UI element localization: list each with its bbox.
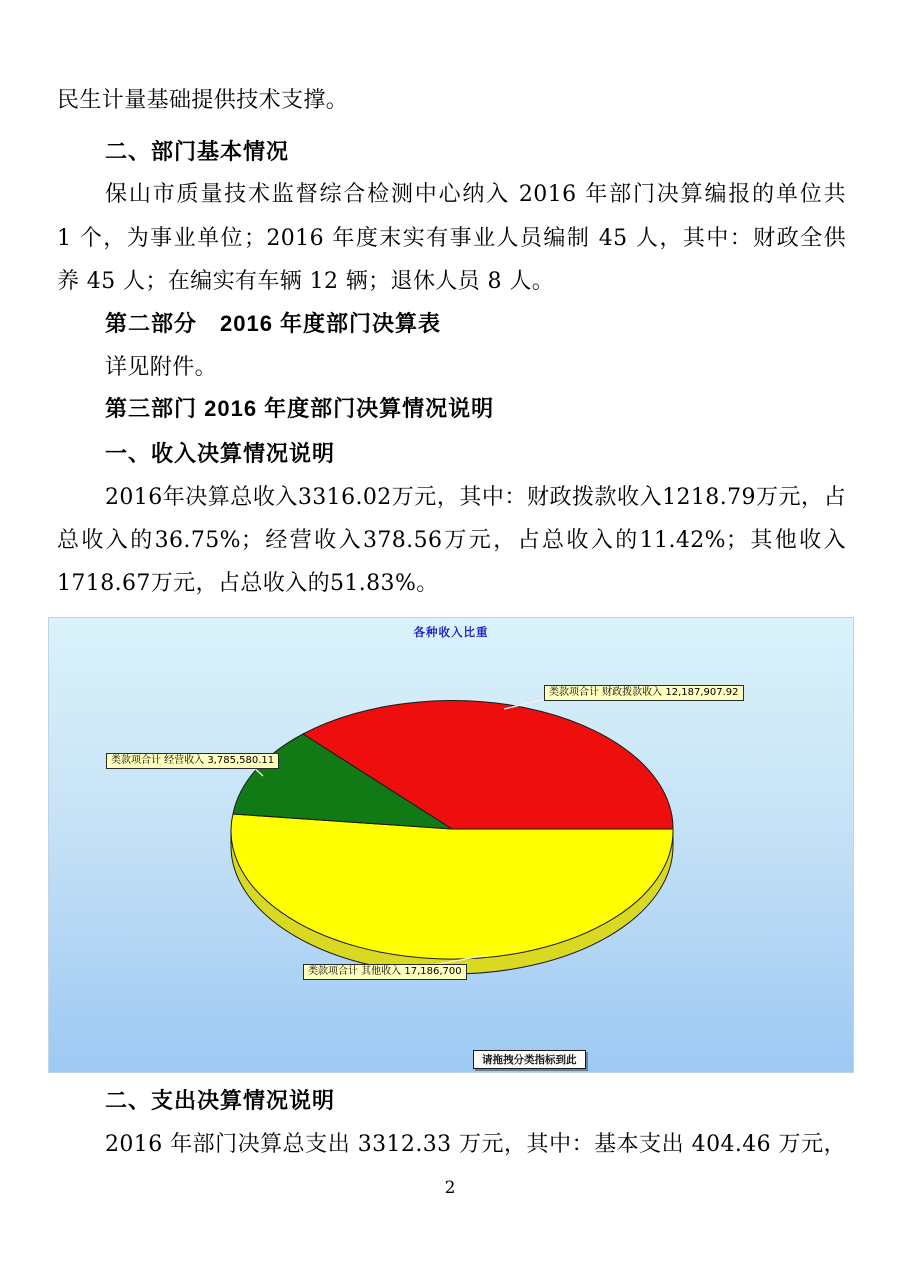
body-line: 民生计量基础提供技术支撑。 <box>57 88 349 113</box>
body-line: 1 个，为事业单位；2016 年度末实有事业人员编制 45 人，其中：财政全供 <box>57 226 846 251</box>
pie-label-fiscal-income: 类款项合计 财政拨款收入 12,187,907.92 <box>544 685 744 701</box>
income-pie-chart-panel <box>48 617 854 1073</box>
section-heading-basic-info: 二、部门基本情况 <box>105 139 290 164</box>
page-number: 2 <box>444 1178 456 1198</box>
body-line: 养 45 人；在编实有车辆 12 辆；退休人员 8 人。 <box>57 269 555 294</box>
body-line: 保山市质量技术监督综合检测中心纳入 2016 年部门决算编报的单位共 <box>105 182 846 207</box>
section-heading-part2: 第二部分 2016 年度部门决算表 <box>105 311 442 336</box>
pie-label-operating-income: 类款项合计 经营收入 3,785,580.11 <box>106 753 279 769</box>
drop-target-hint[interactable]: 请拖拽分类指标到此 <box>473 1050 586 1069</box>
body-line: 1718.67万元，占总收入的51.83%。 <box>57 571 439 596</box>
body-line: 详见附件。 <box>105 355 218 380</box>
pie-label-other-income: 类款项合计 其他收入 17,186,700 <box>303 964 467 980</box>
body-line: 2016年决算总收入3316.02万元，其中：财政拨款收入1218.79万元，占 <box>105 485 846 510</box>
body-line: 2016 年部门决算总支出 3312.33 万元，其中：基本支出 404.46 万元， <box>105 1132 846 1157</box>
section-heading-income: 一、收入决算情况说明 <box>105 441 336 466</box>
chart-title: 各种收入比重 <box>413 625 489 639</box>
section-heading-part3: 第三部门 2016 年度部门决算情况说明 <box>105 396 495 421</box>
body-line: 总收入的36.75%；经营收入378.56万元，占总收入的11.42%；其他收入 <box>57 528 846 553</box>
section-heading-expenditure: 二、支出决算情况说明 <box>105 1088 336 1113</box>
